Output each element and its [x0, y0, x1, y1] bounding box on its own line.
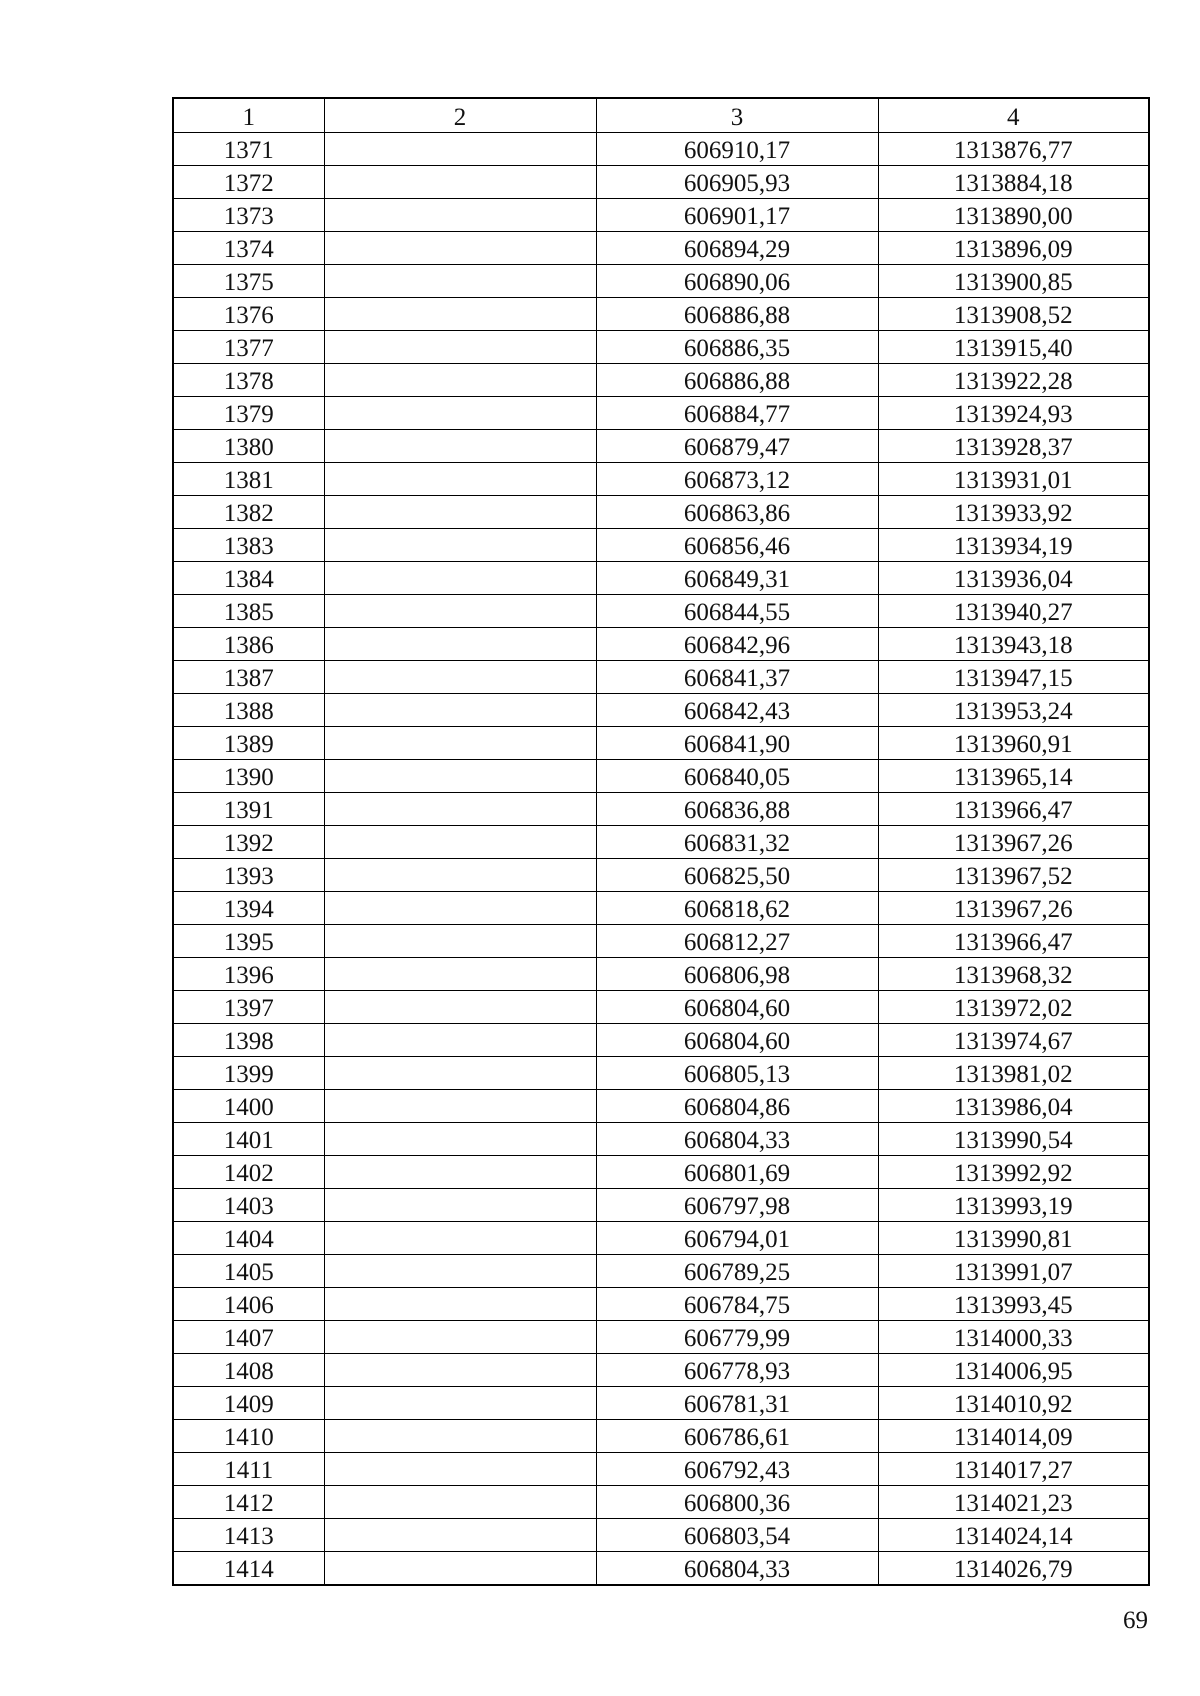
- table-cell-col2: [324, 1255, 596, 1288]
- table-cell-col4: 1313991,07: [878, 1255, 1149, 1288]
- table-cell-col4: 1313967,26: [878, 826, 1149, 859]
- table-cell-col4: 1313900,85: [878, 265, 1149, 298]
- table-cell-col4: 1313993,45: [878, 1288, 1149, 1321]
- table-cell-col4: 1313965,14: [878, 760, 1149, 793]
- table-cell-col1: 1397: [173, 991, 324, 1024]
- table-row: [173, 1222, 1149, 1255]
- table-cell-col3: 606825,50: [596, 859, 878, 892]
- table-cell-col3: 606894,29: [596, 232, 878, 265]
- table-cell-col3: 606890,06: [596, 265, 878, 298]
- table-cell-col2: [324, 397, 596, 430]
- table-cell-col3: 606886,88: [596, 364, 878, 397]
- table-cell-col2: [324, 529, 596, 562]
- table-cell-col2: [324, 1189, 596, 1222]
- table-cell-col2: [324, 1321, 596, 1354]
- table-cell-col3: 606856,46: [596, 529, 878, 562]
- table-cell-col1: 1394: [173, 892, 324, 925]
- table-cell-col4: 1313953,24: [878, 694, 1149, 727]
- table-cell-col4: 1313966,47: [878, 925, 1149, 958]
- table-cell-col4: 1313928,37: [878, 430, 1149, 463]
- table-cell-col2: [324, 1552, 596, 1586]
- table-cell-col2: [324, 1090, 596, 1123]
- table-cell-col4: 1313974,67: [878, 1024, 1149, 1057]
- table-cell-col3: 606804,60: [596, 1024, 878, 1057]
- header-col-2: 2: [324, 98, 596, 133]
- page-number: 69: [1123, 1607, 1148, 1634]
- table-cell-col2: [324, 925, 596, 958]
- table-cell-col3: 606886,88: [596, 298, 878, 331]
- header-col-1: 1: [173, 98, 324, 133]
- table-cell-col3: 606818,62: [596, 892, 878, 925]
- table-cell-col3: 606905,93: [596, 166, 878, 199]
- table-row: [173, 562, 1149, 595]
- table-cell-col1: 1389: [173, 727, 324, 760]
- table-cell-col4: 1313933,92: [878, 496, 1149, 529]
- table-cell-col1: 1379: [173, 397, 324, 430]
- table-cell-col4: 1314024,14: [878, 1519, 1149, 1552]
- table-cell-col1: 1410: [173, 1420, 324, 1453]
- table-cell-col4: 1314021,23: [878, 1486, 1149, 1519]
- table-cell-col2: [324, 166, 596, 199]
- table-row: [173, 958, 1149, 991]
- table-cell-col1: 1403: [173, 1189, 324, 1222]
- table-cell-col4: 1313931,01: [878, 463, 1149, 496]
- table-cell-col1: 1413: [173, 1519, 324, 1552]
- table-cell-col2: [324, 133, 596, 166]
- table-cell-col1: 1384: [173, 562, 324, 595]
- table-row: [173, 1354, 1149, 1387]
- table-cell-col1: 1408: [173, 1354, 324, 1387]
- table-row: [173, 529, 1149, 562]
- table-cell-col2: [324, 1222, 596, 1255]
- table-cell-col4: 1313960,91: [878, 727, 1149, 760]
- table-row: [173, 1057, 1149, 1090]
- table-cell-col1: 1396: [173, 958, 324, 991]
- table-cell-col3: 606884,77: [596, 397, 878, 430]
- table-cell-col1: 1375: [173, 265, 324, 298]
- table-cell-col1: 1395: [173, 925, 324, 958]
- table-cell-col1: 1381: [173, 463, 324, 496]
- table-row: [173, 991, 1149, 1024]
- table-cell-col3: 606806,98: [596, 958, 878, 991]
- table-cell-col1: 1382: [173, 496, 324, 529]
- table-cell-col3: 606841,37: [596, 661, 878, 694]
- table-row: [173, 892, 1149, 925]
- header-col-3: 3: [596, 98, 878, 133]
- table-cell-col2: [324, 298, 596, 331]
- table-cell-col4: 1313908,52: [878, 298, 1149, 331]
- table-cell-col2: [324, 1420, 596, 1453]
- table-row: [173, 298, 1149, 331]
- table-cell-col3: 606844,55: [596, 595, 878, 628]
- table-cell-col3: 606778,93: [596, 1354, 878, 1387]
- table-cell-col4: 1313993,19: [878, 1189, 1149, 1222]
- table-cell-col3: 606879,47: [596, 430, 878, 463]
- header-col-4: 4: [878, 98, 1149, 133]
- table-cell-col1: 1399: [173, 1057, 324, 1090]
- table-cell-col3: 606789,25: [596, 1255, 878, 1288]
- table-cell-col1: 1404: [173, 1222, 324, 1255]
- table-cell-col3: 606781,31: [596, 1387, 878, 1420]
- table-cell-col4: 1313876,77: [878, 133, 1149, 166]
- coordinates-table: [172, 97, 1150, 1586]
- table-row: [173, 265, 1149, 298]
- table-cell-col1: 1373: [173, 199, 324, 232]
- table-cell-col4: 1313967,26: [878, 892, 1149, 925]
- table-cell-col4: 1314014,09: [878, 1420, 1149, 1453]
- table-cell-col4: 1313968,32: [878, 958, 1149, 991]
- table-cell-col1: 1387: [173, 661, 324, 694]
- table-cell-col2: [324, 430, 596, 463]
- table-cell-col2: [324, 1156, 596, 1189]
- table-cell-col1: 1406: [173, 1288, 324, 1321]
- table-cell-col3: 606797,98: [596, 1189, 878, 1222]
- table-cell-col2: [324, 232, 596, 265]
- table-cell-col1: 1407: [173, 1321, 324, 1354]
- table-cell-col3: 606863,86: [596, 496, 878, 529]
- table-cell-col4: 1314026,79: [878, 1552, 1149, 1586]
- table-cell-col3: 606786,61: [596, 1420, 878, 1453]
- table-cell-col2: [324, 991, 596, 1024]
- table-cell-col2: [324, 826, 596, 859]
- table-cell-col3: 606804,33: [596, 1552, 878, 1586]
- table-row: [173, 595, 1149, 628]
- table-row: [173, 661, 1149, 694]
- table-cell-col4: 1313936,04: [878, 562, 1149, 595]
- table-cell-col1: 1378: [173, 364, 324, 397]
- table-cell-col3: 606831,32: [596, 826, 878, 859]
- table-cell-col2: [324, 595, 596, 628]
- table-cell-col2: [324, 1354, 596, 1387]
- table-row: [173, 1123, 1149, 1156]
- table-cell-col3: 606812,27: [596, 925, 878, 958]
- table-row: [173, 199, 1149, 232]
- table-cell-col4: 1313992,92: [878, 1156, 1149, 1189]
- table-cell-col3: 606804,60: [596, 991, 878, 1024]
- table-row: [173, 1486, 1149, 1519]
- table-cell-col2: [324, 628, 596, 661]
- table-row: [173, 1024, 1149, 1057]
- table-cell-col1: 1414: [173, 1552, 324, 1586]
- table-cell-col4: 1313972,02: [878, 991, 1149, 1024]
- table-cell-col3: 606804,86: [596, 1090, 878, 1123]
- table-cell-col1: 1372: [173, 166, 324, 199]
- table-cell-col1: 1386: [173, 628, 324, 661]
- table-cell-col4: 1313922,28: [878, 364, 1149, 397]
- table-cell-col4: 1313884,18: [878, 166, 1149, 199]
- table-cell-col3: 606901,17: [596, 199, 878, 232]
- table-cell-col2: [324, 496, 596, 529]
- table-cell-col3: 606840,05: [596, 760, 878, 793]
- table-cell-col4: 1314000,33: [878, 1321, 1149, 1354]
- table-cell-col2: [324, 1519, 596, 1552]
- table-row: [173, 1453, 1149, 1486]
- table-row: [173, 496, 1149, 529]
- table-row: [173, 232, 1149, 265]
- table-cell-col4: 1314010,92: [878, 1387, 1149, 1420]
- table-row: [173, 397, 1149, 430]
- table-cell-col4: 1313990,81: [878, 1222, 1149, 1255]
- table-cell-col4: 1313915,40: [878, 331, 1149, 364]
- table-cell-col1: 1383: [173, 529, 324, 562]
- table-cell-col2: [324, 1387, 596, 1420]
- table-cell-col3: 606836,88: [596, 793, 878, 826]
- table-row: [173, 430, 1149, 463]
- table-cell-col1: 1405: [173, 1255, 324, 1288]
- table-row: [173, 133, 1149, 166]
- table-body: [173, 133, 1149, 1586]
- table-cell-col3: 606784,75: [596, 1288, 878, 1321]
- table-cell-col1: 1374: [173, 232, 324, 265]
- table-cell-col1: 1385: [173, 595, 324, 628]
- table-cell-col2: [324, 562, 596, 595]
- table-cell-col4: 1313947,15: [878, 661, 1149, 694]
- table-row: [173, 1090, 1149, 1123]
- table-cell-col1: 1380: [173, 430, 324, 463]
- table-cell-col3: 606805,13: [596, 1057, 878, 1090]
- table-row: [173, 925, 1149, 958]
- table-cell-col2: [324, 364, 596, 397]
- table-cell-col2: [324, 265, 596, 298]
- table-cell-col4: 1313890,00: [878, 199, 1149, 232]
- table-cell-col3: 606804,33: [596, 1123, 878, 1156]
- table-cell-col1: 1409: [173, 1387, 324, 1420]
- table-cell-col1: 1371: [173, 133, 324, 166]
- table-cell-col1: 1411: [173, 1453, 324, 1486]
- table-row: [173, 1189, 1149, 1222]
- table-cell-col2: [324, 1123, 596, 1156]
- table-cell-col1: 1400: [173, 1090, 324, 1123]
- table-cell-col1: 1390: [173, 760, 324, 793]
- table-row: [173, 859, 1149, 892]
- table-row: [173, 463, 1149, 496]
- table-row: [173, 694, 1149, 727]
- table-cell-col4: 1314017,27: [878, 1453, 1149, 1486]
- table-cell-col2: [324, 1288, 596, 1321]
- table-cell-col3: 606801,69: [596, 1156, 878, 1189]
- table-cell-col4: 1313934,19: [878, 529, 1149, 562]
- table-cell-col3: 606800,36: [596, 1486, 878, 1519]
- table-cell-col1: 1377: [173, 331, 324, 364]
- header-row: [173, 98, 1149, 133]
- table-cell-col3: 606910,17: [596, 133, 878, 166]
- table-cell-col3: 606841,90: [596, 727, 878, 760]
- table-row: [173, 166, 1149, 199]
- table-row: [173, 1321, 1149, 1354]
- table-row: [173, 1255, 1149, 1288]
- table-cell-col3: 606803,54: [596, 1519, 878, 1552]
- table-cell-col3: 606873,12: [596, 463, 878, 496]
- table-cell-col2: [324, 199, 596, 232]
- table-row: [173, 1156, 1149, 1189]
- table-cell-col4: 1313924,93: [878, 397, 1149, 430]
- table-cell-col2: [324, 463, 596, 496]
- table-cell-col4: 1313967,52: [878, 859, 1149, 892]
- table-cell-col2: [324, 1453, 596, 1486]
- table-row: [173, 760, 1149, 793]
- table-cell-col4: 1314006,95: [878, 1354, 1149, 1387]
- table-cell-col2: [324, 793, 596, 826]
- table-cell-col4: 1313940,27: [878, 595, 1149, 628]
- table-cell-col4: 1313966,47: [878, 793, 1149, 826]
- table-cell-col4: 1313990,54: [878, 1123, 1149, 1156]
- table-cell-col1: 1392: [173, 826, 324, 859]
- table-cell-col2: [324, 859, 596, 892]
- table-cell-col3: 606779,99: [596, 1321, 878, 1354]
- table-row: [173, 364, 1149, 397]
- table-cell-col4: 1313981,02: [878, 1057, 1149, 1090]
- table-cell-col3: 606849,31: [596, 562, 878, 595]
- table-cell-col2: [324, 727, 596, 760]
- table-cell-col2: [324, 694, 596, 727]
- table-cell-col1: 1401: [173, 1123, 324, 1156]
- table-row: [173, 727, 1149, 760]
- table-cell-col4: 1313986,04: [878, 1090, 1149, 1123]
- table-cell-col2: [324, 1057, 596, 1090]
- table-cell-col1: 1398: [173, 1024, 324, 1057]
- table-cell-col4: 1313896,09: [878, 232, 1149, 265]
- table-row: [173, 331, 1149, 364]
- table-cell-col2: [324, 1024, 596, 1057]
- table-cell-col1: 1388: [173, 694, 324, 727]
- table-cell-col2: [324, 331, 596, 364]
- table-cell-col1: 1376: [173, 298, 324, 331]
- table-cell-col1: 1402: [173, 1156, 324, 1189]
- table-cell-col2: [324, 892, 596, 925]
- table-row: [173, 1519, 1149, 1552]
- table-cell-col3: 606794,01: [596, 1222, 878, 1255]
- table-row: [173, 1552, 1149, 1586]
- table-cell-col2: [324, 661, 596, 694]
- table-cell-col3: 606842,43: [596, 694, 878, 727]
- table-cell-col2: [324, 1486, 596, 1519]
- table-header: [173, 98, 1149, 133]
- table-cell-col2: [324, 760, 596, 793]
- table-cell-col4: 1313943,18: [878, 628, 1149, 661]
- table-row: [173, 1387, 1149, 1420]
- table-cell-col1: 1412: [173, 1486, 324, 1519]
- table-row: [173, 1288, 1149, 1321]
- table-cell-col3: 606886,35: [596, 331, 878, 364]
- table-row: [173, 1420, 1149, 1453]
- table-cell-col1: 1391: [173, 793, 324, 826]
- table-cell-col2: [324, 958, 596, 991]
- table-row: [173, 826, 1149, 859]
- table-cell-col1: 1393: [173, 859, 324, 892]
- table-cell-col3: 606792,43: [596, 1453, 878, 1486]
- table-row: [173, 793, 1149, 826]
- table-cell-col3: 606842,96: [596, 628, 878, 661]
- table-row: [173, 628, 1149, 661]
